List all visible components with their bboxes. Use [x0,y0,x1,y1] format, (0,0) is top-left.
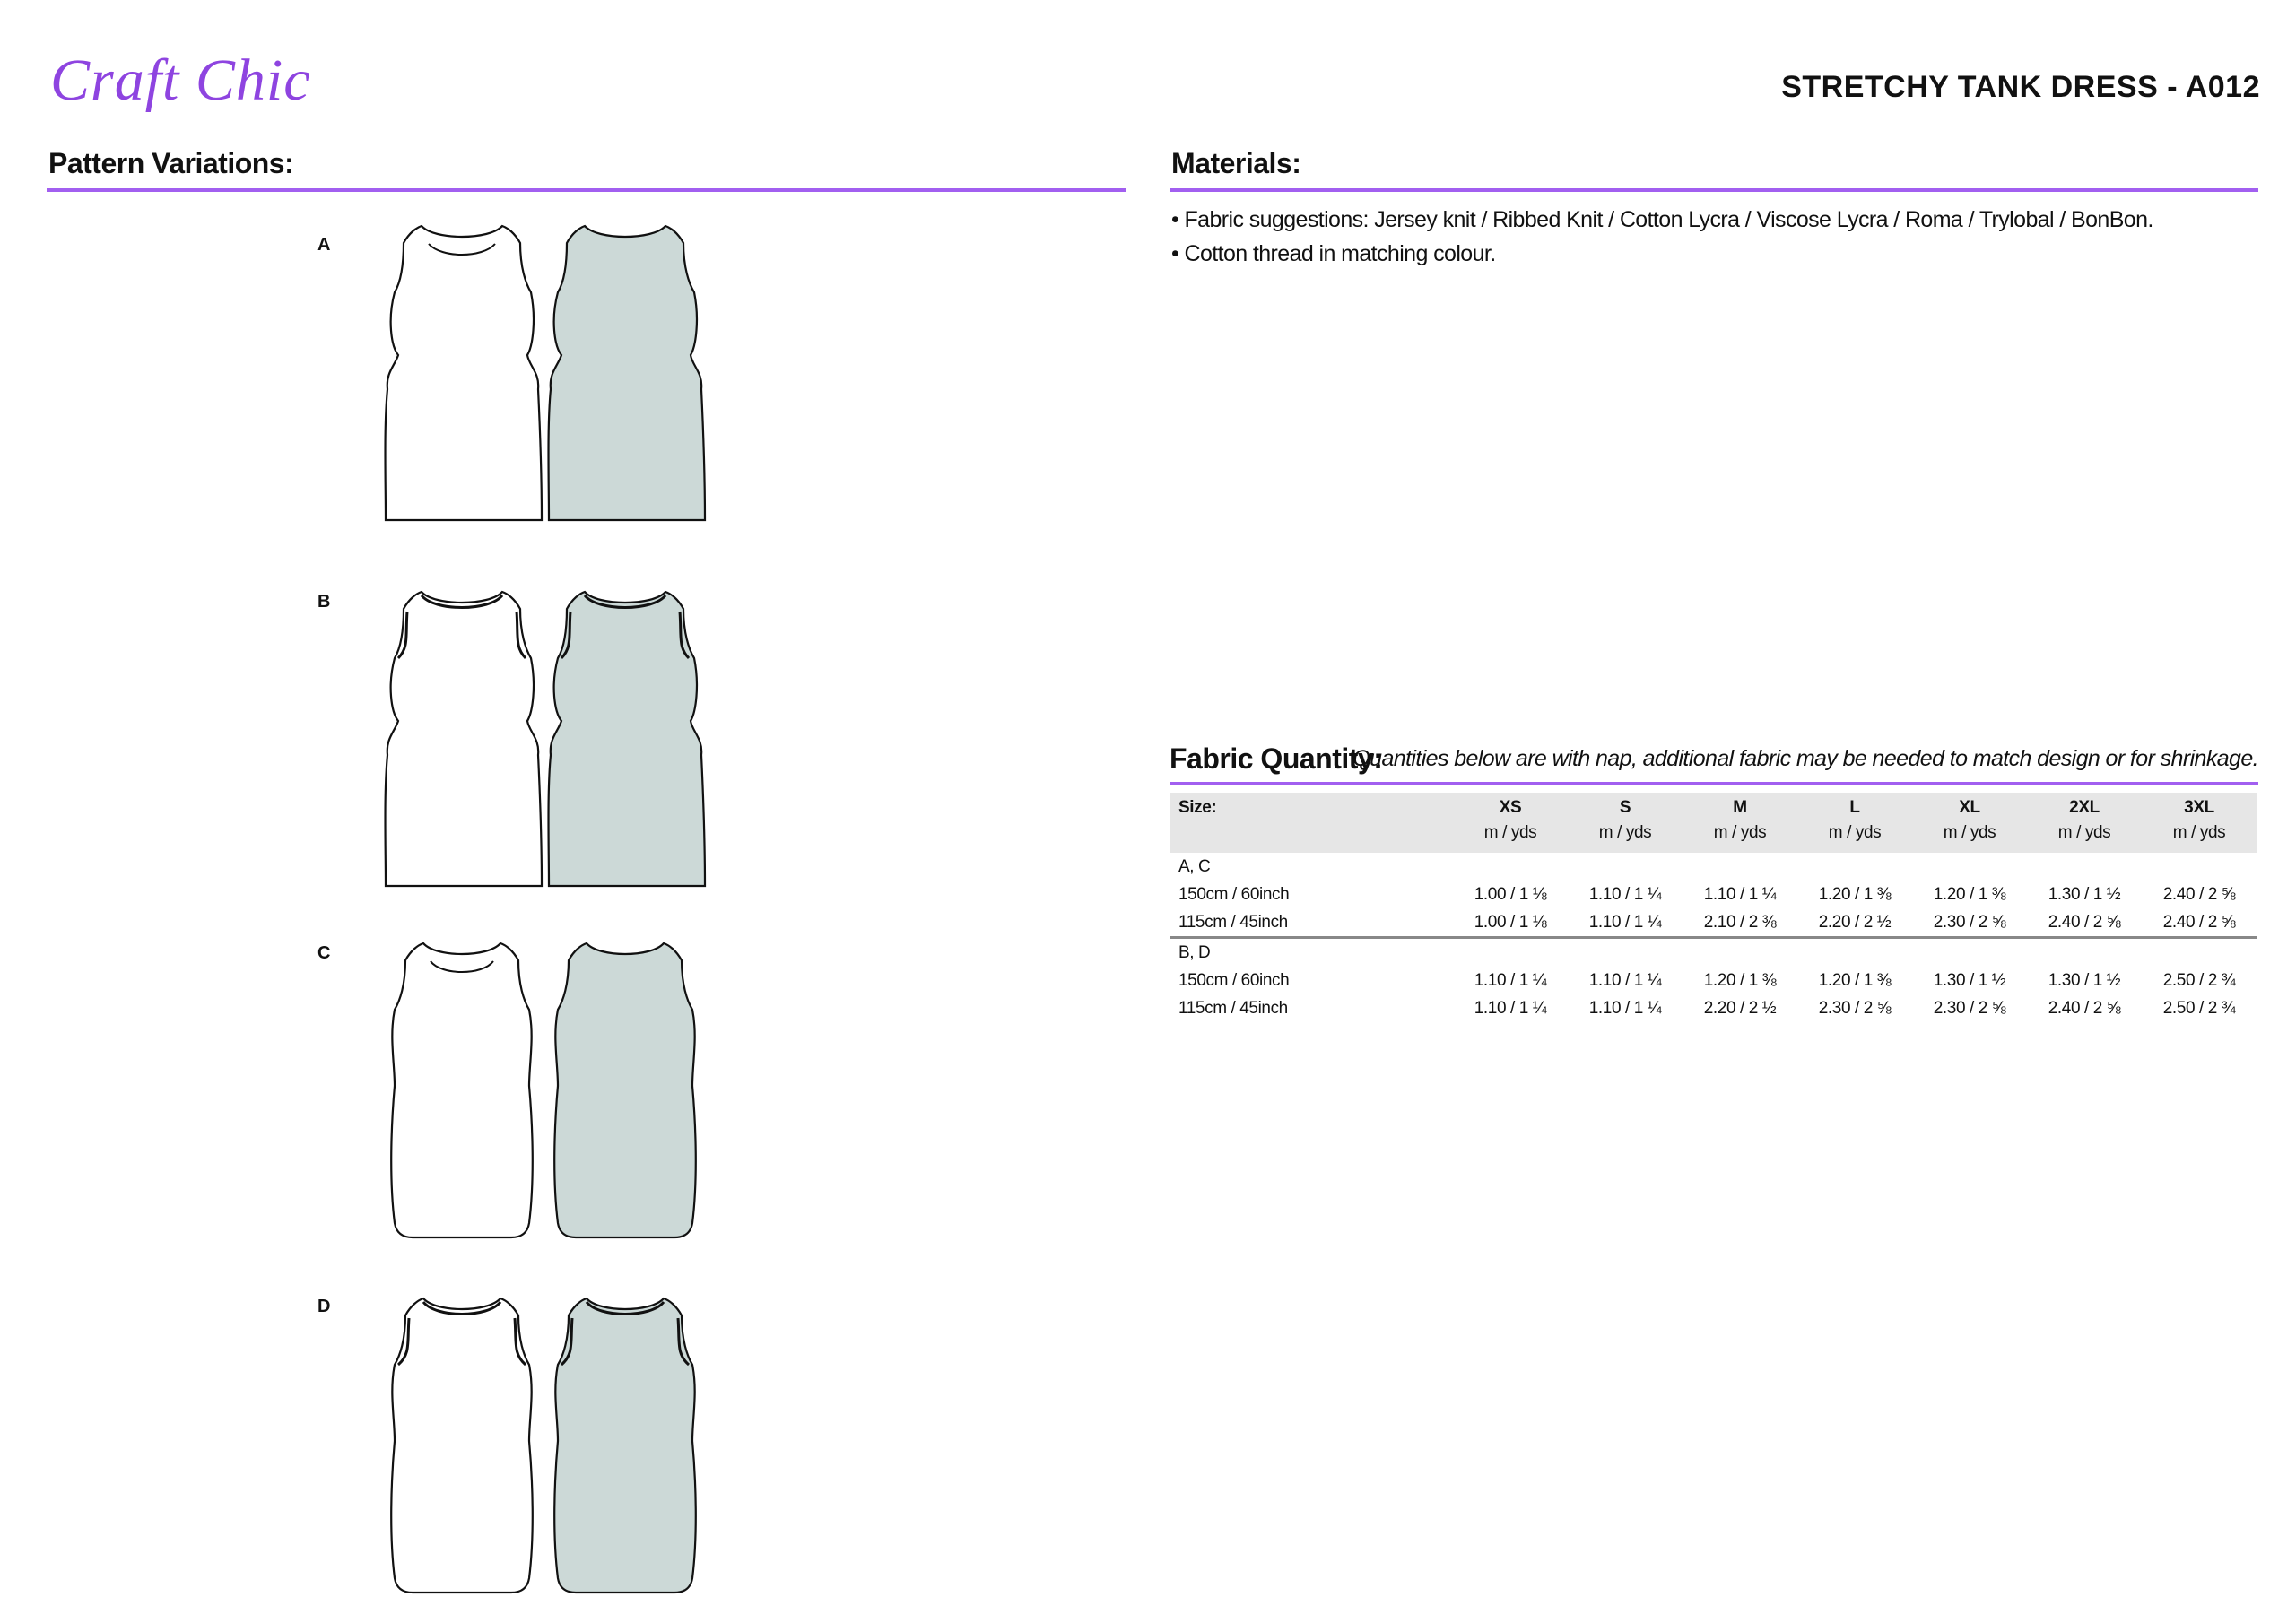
group-row [1170,853,2257,881]
fabric-width: 115cm / 45inch [1178,998,1288,1018]
variation-label-d: D [317,1297,331,1316]
variation-label-a: A [317,235,331,255]
size-label: Size: [1178,798,1217,817]
dress-a-front-illustration [377,221,547,524]
table-row [1170,881,2257,908]
dress-a-back-illustration [540,221,710,524]
fabric-width: 150cm / 60inch [1178,884,1290,904]
materials-list [1171,203,2153,271]
quantity-cell: 1.10 / 1 ¼ [1588,970,1662,990]
size-header: S [1619,798,1631,817]
quantity-cell: 2.40 / 2 ⅝ [2048,912,2121,932]
fabric-width: 115cm / 45inch [1178,912,1288,932]
units-label: m / yds [1912,820,2027,853]
dress-c-front-illustration [377,938,547,1241]
pattern-variations-heading: Pattern Variations: [48,147,294,179]
quantity-cell: 1.30 / 1 ½ [1933,970,2006,990]
quantity-cell: 2.40 / 2 ⅝ [2162,912,2236,932]
units-label: m / yds [1453,820,1568,853]
units-label: m / yds [2142,820,2257,853]
size-header: M [1733,798,1747,817]
fabric-width: 150cm / 60inch [1178,970,1290,990]
quantity-cell: 1.20 / 1 ⅜ [1818,970,1892,990]
quantity-cell: 1.30 / 1 ½ [2048,884,2121,904]
quantity-cell: 2.20 / 2 ½ [1703,998,1777,1018]
quantity-cell: 1.10 / 1 ¼ [1474,970,1547,990]
table-row [1170,908,2257,938]
units-label: m / yds [1568,820,1683,853]
fabric-quantity-heading: Fabric Quantity: [1170,742,1383,775]
quantity-cell: 1.10 / 1 ¼ [1588,884,1662,904]
materials-heading: Materials: [1171,147,1301,179]
quantity-cell: 1.10 / 1 ¼ [1474,998,1547,1018]
size-header: XS [1499,798,1522,817]
variation-label-c: C [317,943,331,963]
quantity-cell: 1.20 / 1 ⅜ [1818,884,1892,904]
materials-item: • Fabric suggestions: Jersey knit / Ribbed Knit / Cotton Lycra / Viscose Lycra / Roma / Trylobal / BonBon. [1171,207,2153,232]
size-header: 3XL [2184,798,2214,817]
fabric-quantity-rule [1170,782,2258,785]
size-header-row [1170,793,2257,820]
dress-c-back-illustration [540,938,710,1241]
quantity-cell: 2.20 / 2 ½ [1818,912,1892,932]
table-row [1170,967,2257,994]
fabric-quantity-table [1170,793,2257,1022]
quantity-cell: 1.10 / 1 ¼ [1588,998,1662,1018]
brand-logo: Craft Chic [50,48,311,113]
quantity-cell: 2.30 / 2 ⅝ [1933,998,2006,1018]
group-label: A, C [1178,856,1211,876]
materials-rule [1170,188,2258,192]
quantity-cell: 2.50 / 2 ¾ [2162,970,2236,990]
pattern-variations-rule [47,188,1126,192]
table-row [1170,994,2257,1022]
group-row [1170,938,2257,968]
quantity-cell: 1.00 / 1 ⅛ [1474,884,1547,904]
variation-label-b: B [317,592,331,612]
quantity-cell: 2.50 / 2 ¾ [2162,998,2236,1018]
materials-item: • Cotton thread in matching colour. [1171,241,1496,266]
quantity-cell: 1.20 / 1 ⅜ [1933,884,2006,904]
size-header: 2XL [2069,798,2100,817]
quantity-cell: 2.40 / 2 ⅝ [2162,884,2236,904]
quantity-cell: 2.10 / 2 ⅜ [1703,912,1777,932]
units-row [1170,820,2257,853]
quantity-cell: 2.30 / 2 ⅝ [1933,912,2006,932]
quantity-cell: 1.30 / 1 ½ [2048,970,2121,990]
quantity-cell: 1.20 / 1 ⅜ [1703,970,1777,990]
size-header: L [1849,798,1860,817]
size-header: XL [1959,798,1980,817]
group-label: B, D [1170,938,1453,968]
units-label: m / yds [2027,820,2142,853]
dress-b-back-illustration [540,586,710,890]
dress-d-back-illustration [540,1293,710,1596]
dress-b-front-illustration [377,586,547,890]
dress-d-front-illustration [377,1293,547,1596]
quantity-cell: 2.30 / 2 ⅝ [1818,998,1892,1018]
quantity-cell: 1.10 / 1 ¼ [1588,912,1662,932]
quantity-cell: 2.40 / 2 ⅝ [2048,998,2121,1018]
quantity-cell: 1.10 / 1 ¼ [1703,884,1777,904]
units-label: m / yds [1683,820,1797,853]
document-title: STRETCHY TANK DRESS - A012 [1781,70,2260,104]
quantity-cell: 1.00 / 1 ⅛ [1474,912,1547,932]
fabric-quantity-note: Quantities below are with nap, additional fabric may be needed to match design or for shrinkage. [1352,746,2258,771]
units-label: m / yds [1797,820,1912,853]
